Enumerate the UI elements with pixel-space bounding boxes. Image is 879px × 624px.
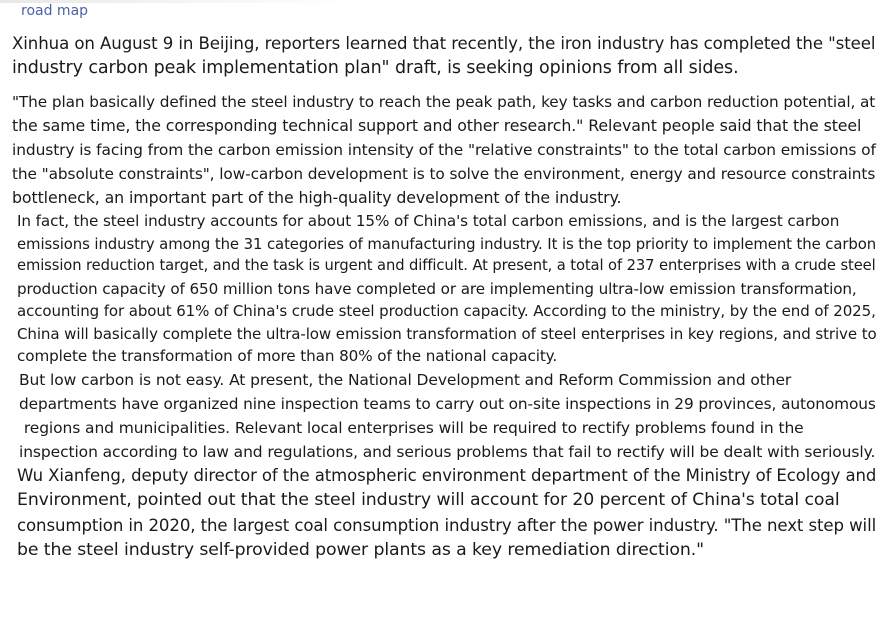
paragraph-line: Xinhua on August 9 in Beijing, reporters learned that recently, the iron industry has completed the "steel	[12, 34, 876, 53]
road-map-link[interactable]: road map	[21, 3, 89, 19]
paragraph-line: In fact, the steel industry accounts for about 15% of China's total carbon emissions, and is the largest carbon	[17, 212, 840, 230]
paragraph-line: industry is facing from the carbon emission intensity of the "relative constraints" to the total carbon emissions of	[12, 141, 876, 159]
paragraph-line: production capacity of 650 million tons have completed or are implementing ultra-low emission transformation,	[17, 279, 857, 298]
paragraph-line: the same time, the corresponding technical support and other research." Relevant people said that the steel	[12, 116, 862, 135]
inspection-paragraph	[19, 368, 876, 464]
plan-quote-paragraph	[12, 90, 876, 210]
paragraph-line: accounting for about 61% of China's crude steel production capacity. According to the ministry, by the end of 2025,	[17, 302, 876, 320]
paragraph-line: industry carbon peak implementation plan" draft, is seeking opinions from all sides.	[12, 58, 739, 78]
paragraph-line: bottleneck, an important part of the high-quality development of the industry.	[12, 188, 622, 207]
paragraph-line: China will basically complete the ultra-low emission transformation of steel enterprises in key regions, and strive to	[17, 324, 877, 343]
lead-paragraph	[12, 31, 875, 81]
paragraph-line: regions and municipalities. Relevant local enterprises will be required to rectify problems found in the	[19, 419, 804, 437]
paragraph-line: consumption in 2020, the largest coal consumption industry after the power industry. "The next step will	[17, 516, 877, 535]
paragraph-line: Wu Xianfeng, deputy director of the atmospheric environment department of the Ministry of Ecology and	[17, 466, 877, 485]
paragraph-line: emissions industry among the 31 categories of manufacturing industry. It is the top priority to implement the carbon	[17, 234, 877, 253]
official-statement-paragraph	[17, 463, 876, 563]
paragraph-line: emission reduction target, and the task is urgent and difficult. At present, a total of 237 enterprises with a crude steel	[17, 257, 876, 274]
paragraph-line: complete the transformation of more than 80% of the national capacity.	[17, 347, 558, 365]
paragraph-line: inspection according to law and regulations, and serious problems that fail to rectify will be dealt with seriously.	[19, 443, 876, 461]
paragraph-line: But low carbon is not easy. At present, the National Development and Reform Commission and other	[19, 371, 792, 389]
paragraph-line: the "absolute constraints", low-carbon development is to solve the environment, energy and resource constraints	[12, 165, 876, 183]
paragraph-line: be the steel industry self-provided power plants as a key remediation direction."	[17, 540, 704, 560]
emissions-share-paragraph	[17, 210, 877, 368]
paragraph-line: departments have organized nine inspection teams to carry out on-site inspections in 29 provinces, autonomous	[19, 395, 876, 413]
paragraph-line: "The plan basically defined the steel industry to reach the peak path, key tasks and carbon reduction potential, at	[12, 93, 876, 111]
paragraph-line: Environment, pointed out that the steel industry will account for 20 percent of China's total coal	[17, 490, 840, 510]
